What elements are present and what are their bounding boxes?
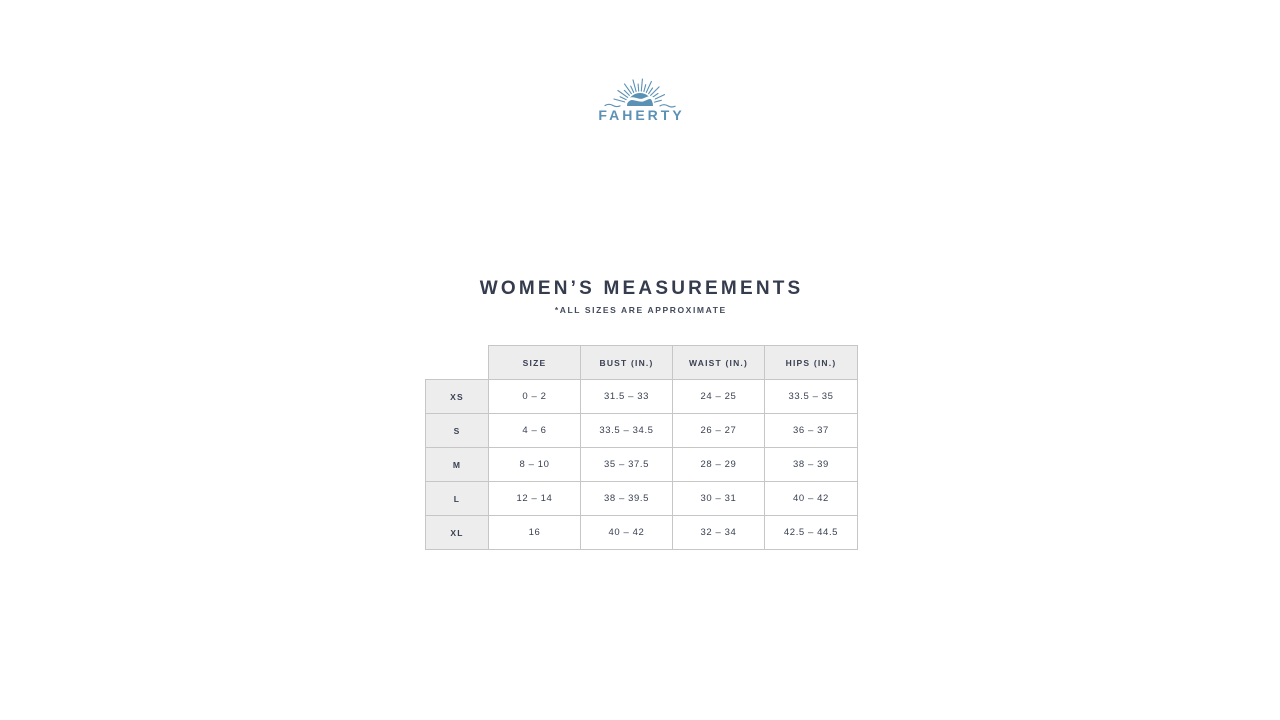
row-label-s: S xyxy=(426,414,489,448)
cell-m-hips: 38 – 39 xyxy=(765,448,858,482)
cell-l-waist: 30 – 31 xyxy=(673,482,765,516)
row-label-l: L xyxy=(426,482,489,516)
cell-s-hips: 36 – 37 xyxy=(765,414,858,448)
cell-l-size: 12 – 14 xyxy=(489,482,581,516)
row-label-xs: XS xyxy=(426,380,489,414)
page-subtitle: *ALL SIZES ARE APPROXIMATE xyxy=(554,305,727,315)
column-header-waist: WAIST (IN.) xyxy=(673,346,765,380)
cell-m-size: 8 – 10 xyxy=(489,448,581,482)
size-chart-section xyxy=(425,345,858,550)
table-row xyxy=(426,448,858,482)
table-row xyxy=(426,516,858,550)
cell-m-waist: 28 – 29 xyxy=(673,448,765,482)
cell-s-bust: 33.5 – 34.5 xyxy=(581,414,673,448)
column-header-size: SIZE xyxy=(489,346,581,380)
brand-wordmark: FAHERTY xyxy=(598,107,685,123)
cell-s-size: 4 – 6 xyxy=(489,414,581,448)
cell-l-hips: 40 – 42 xyxy=(765,482,858,516)
row-label-xl: XL xyxy=(426,516,489,550)
page-title: WOMEN’S MEASUREMENTS xyxy=(479,278,804,299)
row-label-m: M xyxy=(426,448,489,482)
cell-xl-waist: 32 – 34 xyxy=(673,516,765,550)
table-row xyxy=(426,380,858,414)
faherty-logo xyxy=(0,74,1280,123)
cell-xl-bust: 40 – 42 xyxy=(581,516,673,550)
sunburst-wave-icon xyxy=(598,74,682,110)
cell-xs-size: 0 – 2 xyxy=(489,380,581,414)
cell-m-bust: 35 – 37.5 xyxy=(581,448,673,482)
cell-xs-hips: 33.5 – 35 xyxy=(765,380,858,414)
cell-xs-bust: 31.5 – 33 xyxy=(581,380,673,414)
corner-cell xyxy=(426,346,489,380)
cell-s-waist: 26 – 27 xyxy=(673,414,765,448)
table-row xyxy=(426,482,858,516)
header-row xyxy=(426,346,858,380)
cell-xl-hips: 42.5 – 44.5 xyxy=(765,516,858,550)
cell-l-bust: 38 – 39.5 xyxy=(581,482,673,516)
cell-xl-size: 16 xyxy=(489,516,581,550)
size-chart-table xyxy=(425,345,858,550)
table-row xyxy=(426,414,858,448)
column-header-hips: HIPS (IN.) xyxy=(765,346,858,380)
column-header-bust: BUST (IN.) xyxy=(581,346,673,380)
cell-xs-waist: 24 – 25 xyxy=(673,380,765,414)
